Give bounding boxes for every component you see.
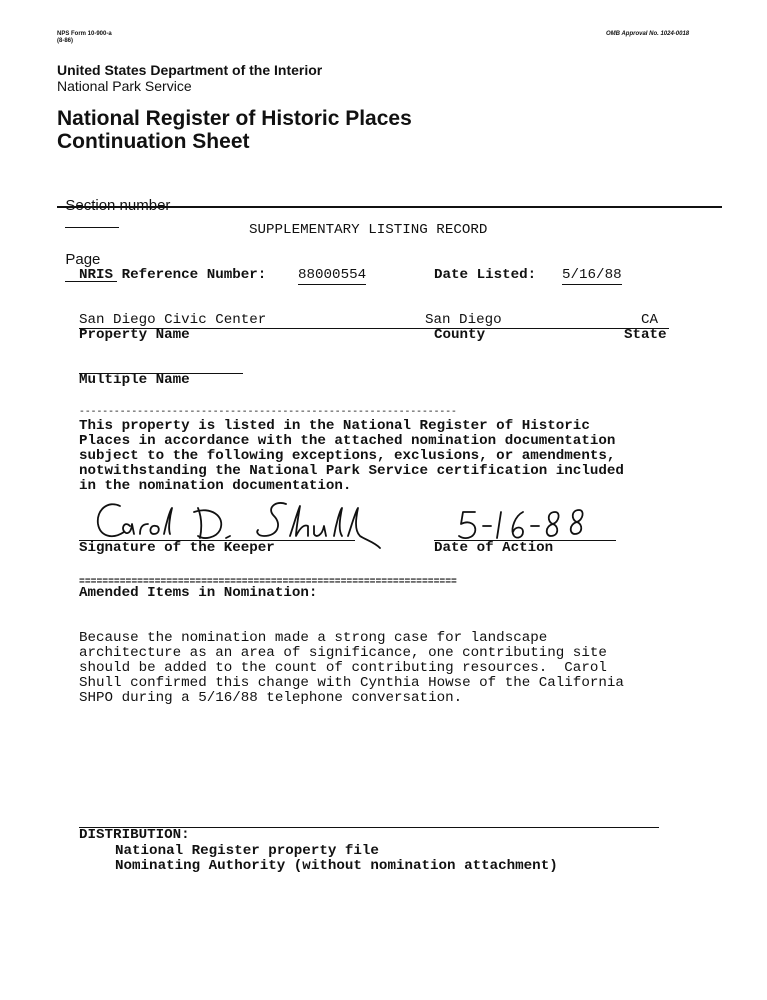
amended-line-4: Shull confirmed this change with Cynthia Howse of the California (79, 675, 624, 691)
multiple-name-label: Multiple Name (79, 372, 190, 388)
state-value: CA (641, 312, 659, 328)
statement-line-2: Places in accordance with the attached nomination documentation (79, 433, 616, 449)
statement-line-4: notwithstanding the National Park Service certification included (79, 463, 624, 479)
page-subtitle: Continuation Sheet (57, 130, 250, 153)
signature-label: Signature of the Keeper (79, 540, 275, 556)
omb-approval: OMB Approval No. 1024-0018 (606, 31, 690, 37)
nris-value: 88000554 (298, 267, 367, 283)
county-value: San Diego (425, 312, 502, 328)
form-number: NPS Form 10-900-a (57, 31, 112, 37)
state-label: State (624, 327, 667, 343)
statement-line-5: in the nomination documentation. (79, 478, 352, 494)
date-listed-label: Date Listed: (434, 267, 537, 283)
record-heading: SUPPLEMENTARY LISTING RECORD (249, 222, 488, 238)
statement-line-3: subject to the following exceptions, exclusions, or amendments, (79, 448, 616, 464)
page-label: Page (65, 251, 101, 268)
distribution-item: Nominating Authority (without nomination attachment) (115, 858, 558, 874)
equals-separator: ================================================================= (79, 576, 457, 587)
amended-heading: Amended Items in Nomination: (79, 585, 318, 601)
section-number-blank (65, 215, 119, 228)
amended-line-3: should be added to the count of contributing resources. Carol (79, 660, 607, 676)
amended-line-1: Because the nomination made a strong case for landscape (79, 630, 548, 646)
dash-separator: ----------------------------------------------------------------- (79, 406, 457, 417)
section-number-label: Section number (65, 197, 171, 214)
amended-line-2: architecture as an area of significance, one contributing site (79, 645, 607, 661)
service-name: National Park Service (57, 78, 192, 94)
date-of-action-label: Date of Action (434, 540, 554, 556)
property-name-value: San Diego Civic Center (79, 312, 267, 328)
header-rule (57, 206, 722, 208)
statement-line-1: This property is listed in the National Register of Historic (79, 418, 590, 434)
form-date: (8-86) (57, 38, 74, 44)
department-name: United States Department of the Interior (57, 62, 323, 78)
county-label: County (434, 327, 486, 343)
distribution-item: National Register property file (115, 843, 379, 859)
property-name-label: Property Name (79, 327, 190, 343)
amended-line-5: SHPO during a 5/16/88 telephone conversation. (79, 690, 463, 706)
nris-label: NRIS Reference Number: (79, 267, 267, 283)
page-title: National Register of Historic Places (57, 107, 412, 130)
date-listed-value: 5/16/88 (562, 267, 622, 283)
distribution-heading: DISTRIBUTION: (79, 827, 190, 843)
